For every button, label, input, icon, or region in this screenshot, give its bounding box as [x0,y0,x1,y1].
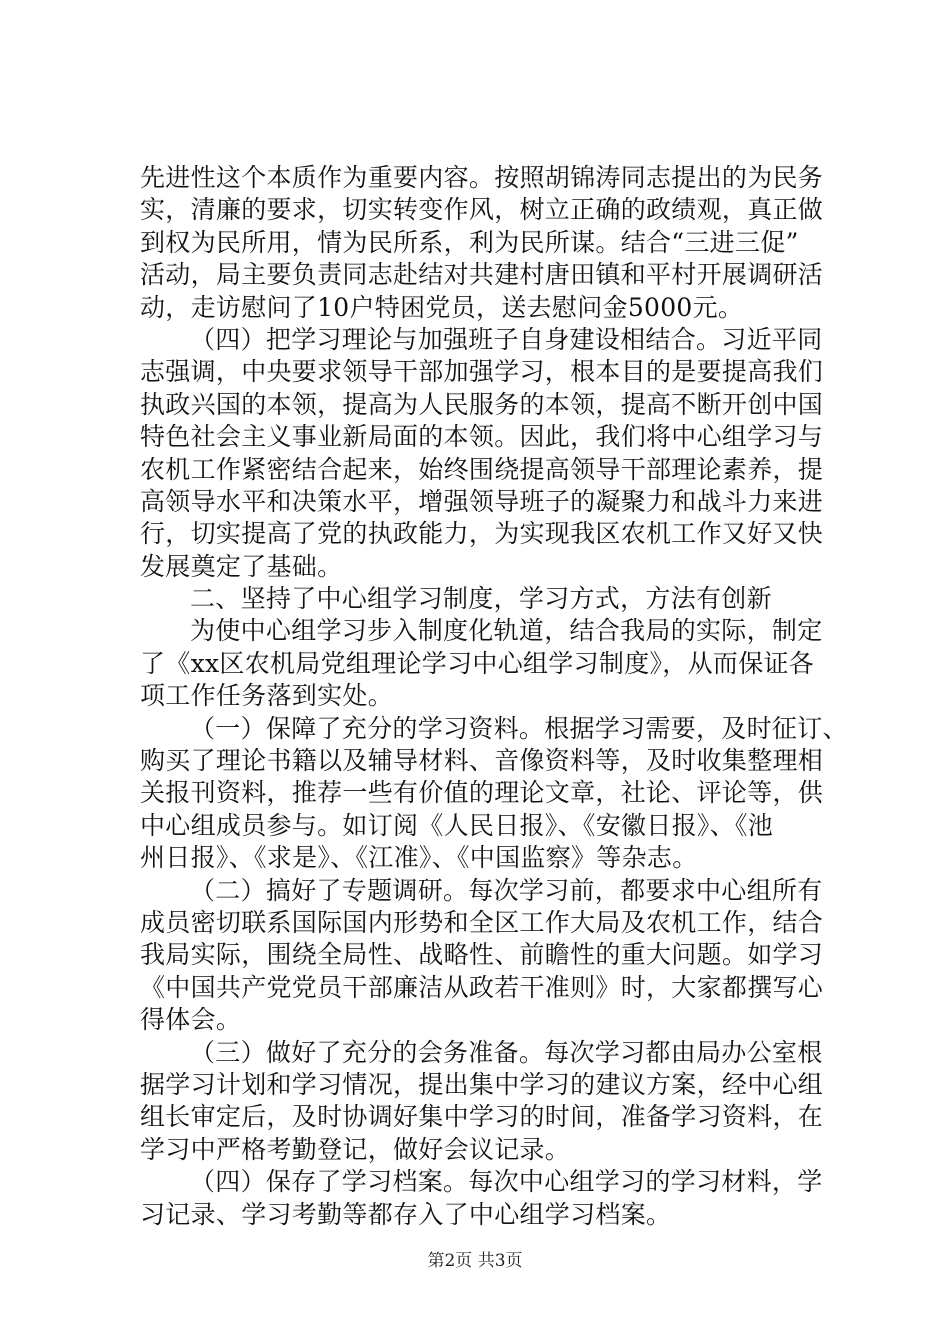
section-heading: 二、坚持了中心组学习制度，学习方式，方法有创新 [190,584,772,614]
text-line: 高领导水平和决策水平，增强领导班子的凝聚力和战斗力来进 [140,486,824,516]
text-line: 到权为民所用，情为民所系，利为民所谋。结合“三进三促” [140,227,799,257]
text-line: 行，切实提高了党的执政能力，为实现我区农机工作又好又快 [140,519,824,549]
text-line: 执政兴国的本领，提高为人民服务的本领，提高不断开创中国 [140,389,824,419]
text-line: 《中国共产党党员干部廉洁从政若干准则》时，大家都撰写心 [140,972,824,1002]
text-line: 先进性这个本质作为重要内容。按照胡锦涛同志提出的为民务 [140,163,824,192]
text-line: 中心组成员参与。如订阅《人民日报》、《安徽日报》、《池 [140,810,774,840]
text-line: 我局实际，围绕全局性、战略性、前瞻性的重大问题。如学习 [140,940,824,970]
text-line: 活动，局主要负责同志赴结对共建村唐田镇和平村开展调研活 [140,260,824,290]
text-line: 特色社会主义事业新局面的本领。因此，我们将中心组学习与 [140,422,824,452]
text-line: 发展奠定了基础。 [140,551,343,581]
paragraph-start-line: （二）搞好了专题调研。每次学习前，都要求中心组所有 [190,875,823,905]
text-line: 实，清廉的要求，切实转变作风，树立正确的政绩观，真正做 [140,195,824,225]
text-line: 动，走访慰问了10户特困党员，送去慰问金5000元。 [140,292,744,322]
text-line: 组长审定后，及时协调好集中学习的时间，准备学习资料，在 [140,1102,824,1132]
text-line: 据学习计划和学习情况，提出集中学习的建议方案，经中心组 [140,1069,824,1099]
paragraph-start-line: （四）把学习理论与加强班子自身建设相结合。习近平同 [190,324,823,354]
text-line: 购买了理论书籍以及辅导材料、音像资料等，及时收集整理相 [140,746,824,776]
paragraph-start-line: （一）保障了充分的学习资料。根据学习需要，及时征订、 [190,713,848,743]
text-line: 州日报》、《求是》、《江准》、《中国监察》等杂志。 [140,843,698,873]
text-line: 农机工作紧密结合起来，始终围绕提高领导干部理论素养，提 [140,454,824,484]
text-line: 志强调，中央要求领导干部加强学习，根本目的是要提高我们 [140,357,824,387]
paragraph-start-line: （四）保存了学习档案。每次中心组学习的学习材料，学 [190,1167,823,1197]
text-line: 成员密切联系国际国内形势和全区工作大局及农机工作，结合 [140,907,824,937]
text-line: 关报刊资料，推荐一些有价值的理论文章，社论、评论等，供 [140,778,824,808]
document-body [140,162,848,1231]
page-footer: 第2页 共3页 [427,1251,523,1271]
text-line: 得体会。 [140,1005,242,1035]
paragraph-start-line: 为使中心组学习步入制度化轨道，结合我局的实际，制定 [190,616,823,646]
text-line: 了《xx区农机局党组理论学习中心组学习制度》，从而保证各 [140,648,815,678]
text-line: 习记录、学习考勤等都存入了中心组学习档案。 [140,1199,672,1229]
text-line: 学习中严格考勤登记，做好会议记录。 [140,1134,571,1164]
text-line: 项工作任务落到实处。 [140,681,394,711]
paragraph-start-line: （三）做好了充分的会务准备。每次学习都由局办公室根 [190,1037,823,1067]
